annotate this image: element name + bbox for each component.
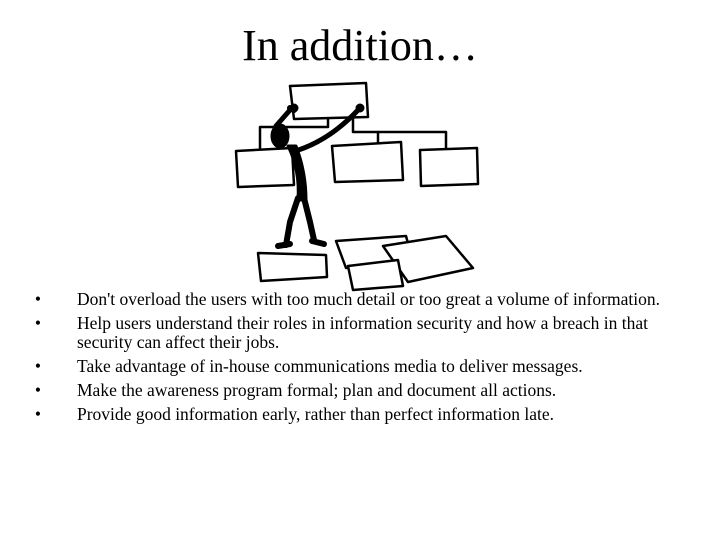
figure-left-fist [290, 104, 298, 112]
bullet-text: Take advantage of in-house communications media to deliver messages. [77, 356, 583, 376]
bullet-item [30, 290, 690, 309]
figure-left-upper-arm [276, 110, 290, 126]
figure-right-leg [304, 198, 314, 240]
bullet-list [30, 290, 690, 429]
figure-left-leg [286, 198, 298, 245]
bullet-text: Help users understand their roles in information security and how a breach in that security can affect their jobs. [77, 313, 649, 352]
slide-title: In addition… [242, 21, 478, 70]
floor-paper-1 [258, 253, 327, 281]
bullet-marker: • [34, 356, 42, 376]
figure-right-fist [356, 104, 364, 112]
person-holding-org-chart-icon [228, 80, 488, 295]
bullet-item [30, 357, 690, 376]
figure-left-foot [278, 244, 290, 246]
bullet-item [30, 405, 690, 424]
chart-box-right [420, 148, 478, 186]
bullet-text: Make the awareness program formal; plan and document all actions. [77, 380, 557, 400]
bullet-marker: • [34, 404, 42, 424]
bullet-text: Don't overload the users with too much detail or too great a volume of information. [77, 289, 660, 309]
floor-paper-4 [348, 260, 403, 290]
bullet-text: Provide good information early, rather than perfect information late. [77, 404, 555, 424]
bullet-marker: • [34, 289, 42, 309]
chart-box-left [236, 148, 294, 187]
chart-box-middle [332, 142, 403, 182]
bullet-item [30, 314, 690, 352]
bullet-marker: • [34, 380, 42, 400]
figure-right-foot [312, 241, 324, 244]
bullet-item [30, 381, 690, 400]
figure-head [271, 124, 289, 148]
bullet-marker: • [34, 313, 42, 333]
